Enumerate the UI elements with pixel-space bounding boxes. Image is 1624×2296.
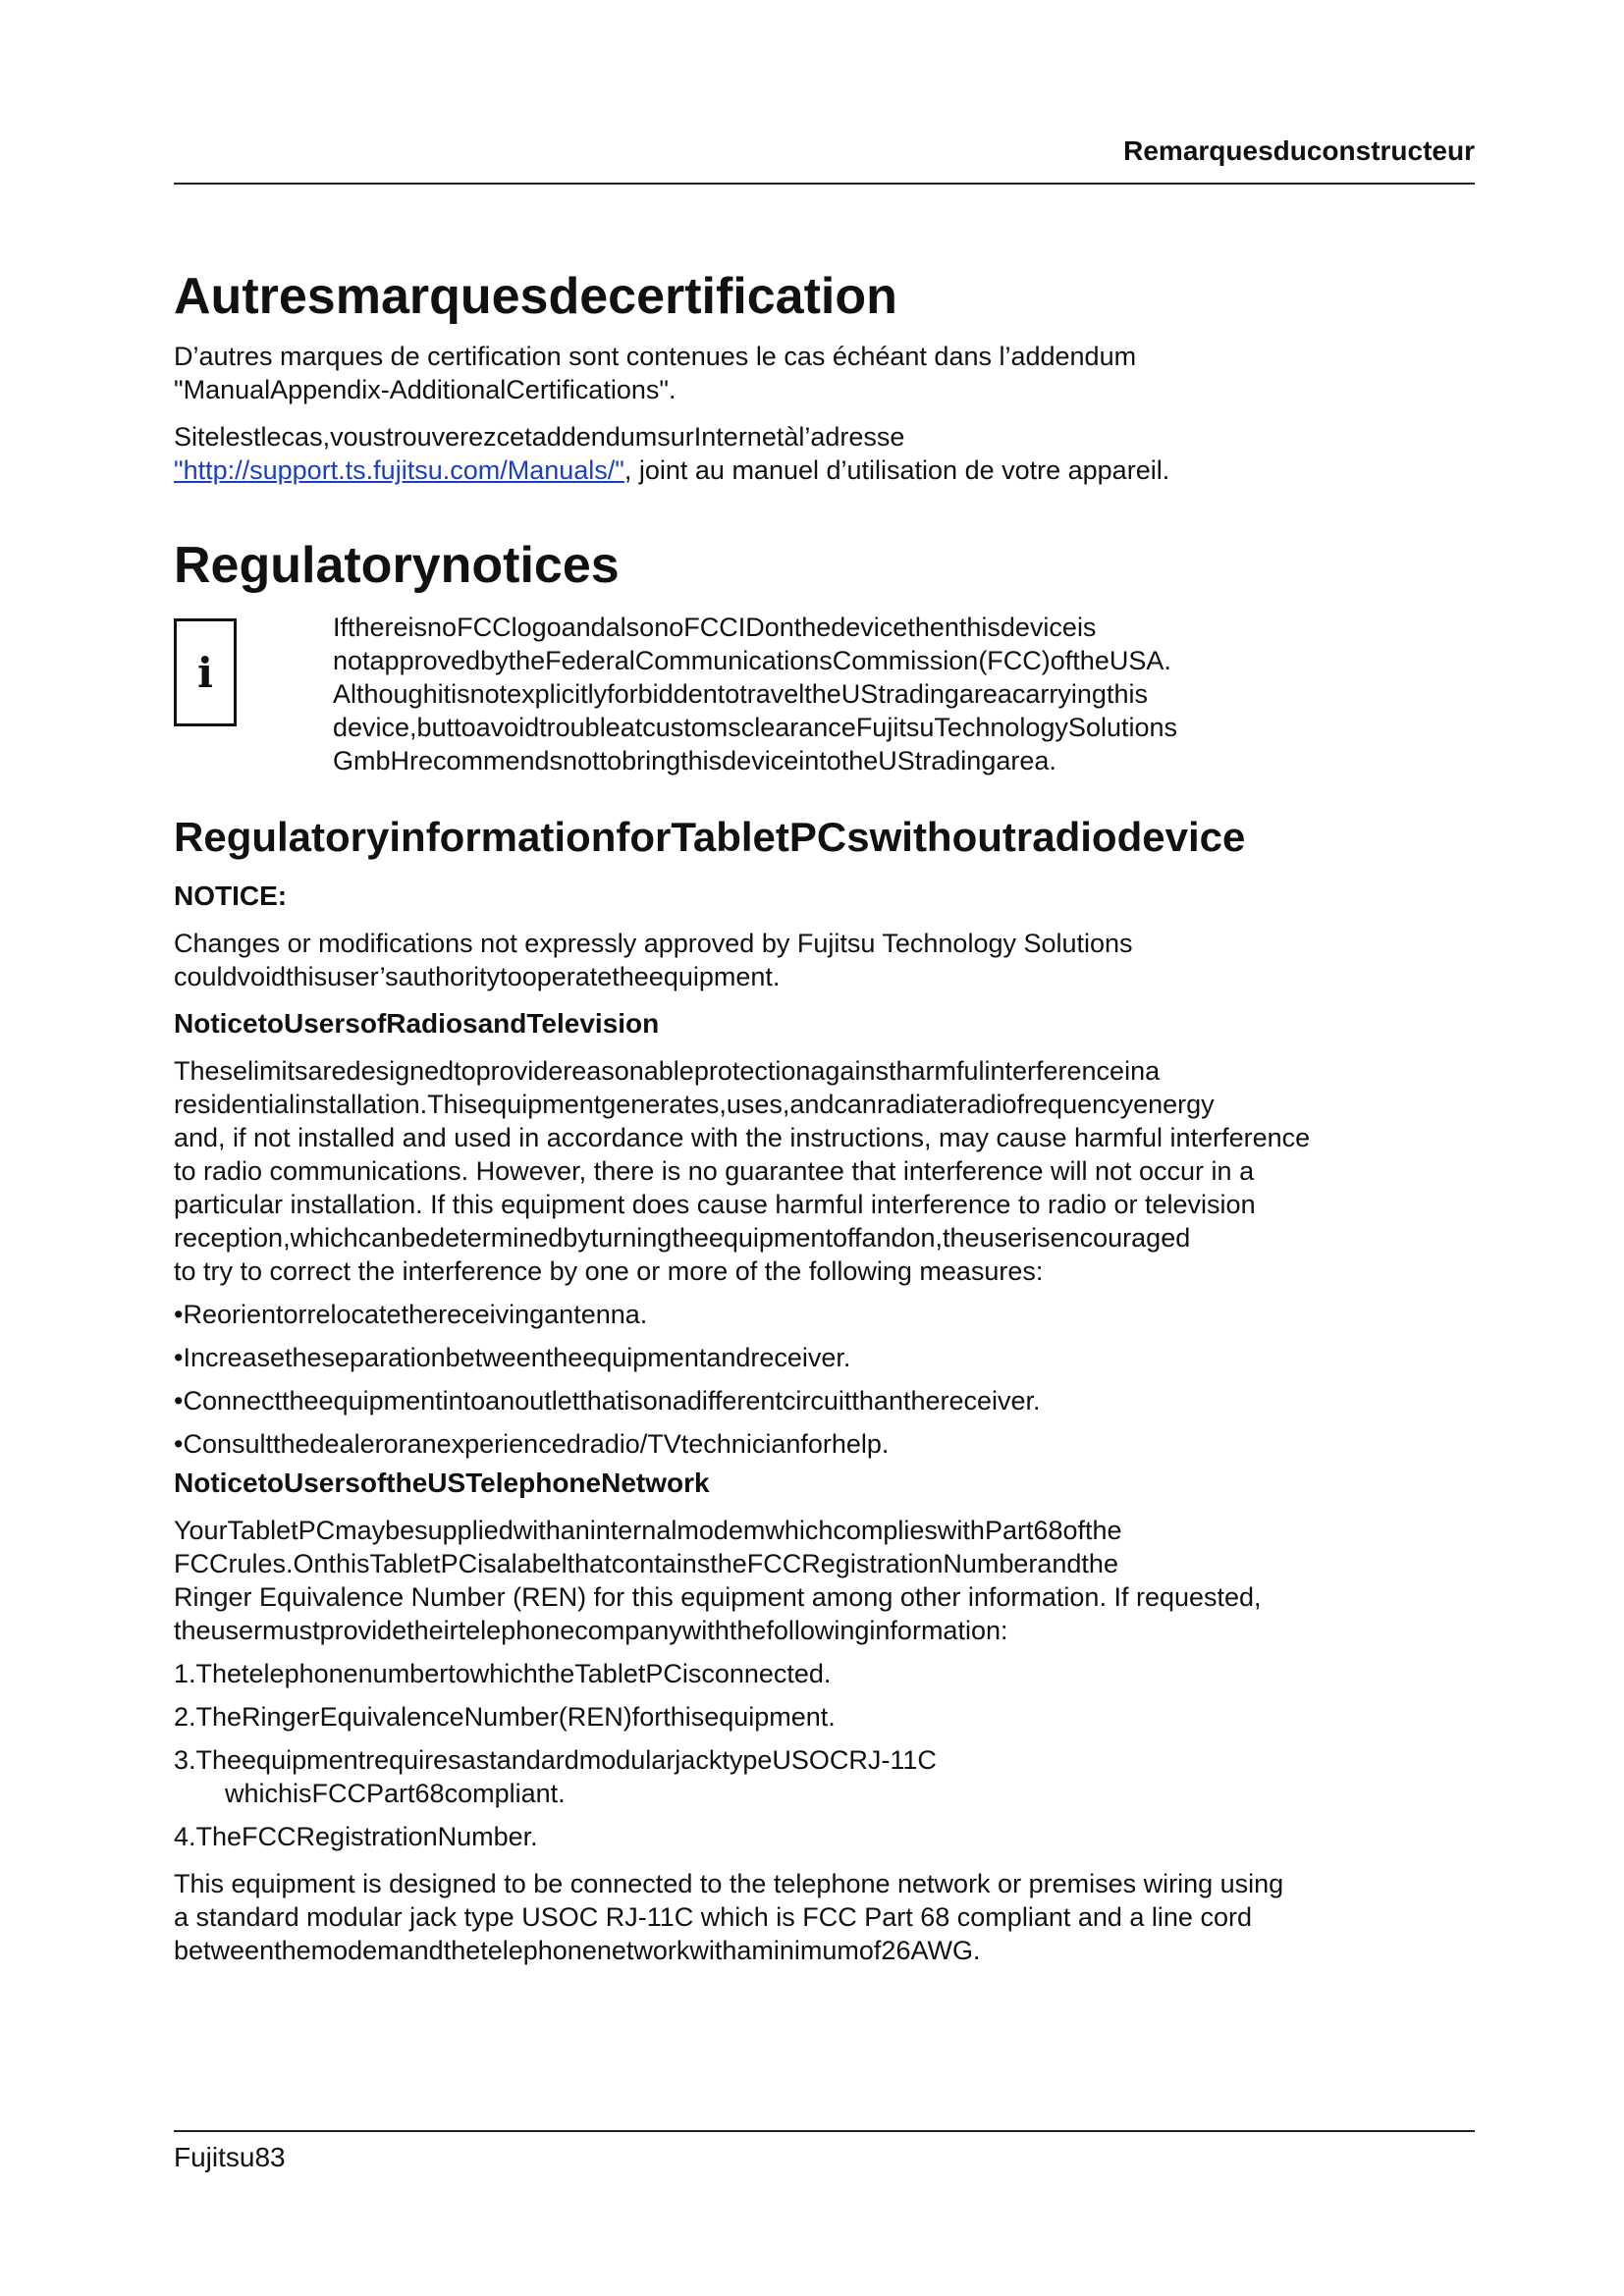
page-content: [174, 267, 1475, 1967]
section-title-certification: Autresmarquesdecertification: [174, 268, 897, 325]
measures-list: [174, 1298, 1475, 1461]
list-item: •Connecttheequipmentintoanoutletthatisonadifferentcircuitthanthereceiver.: [174, 1386, 1041, 1415]
certification-paragraph-1: D’autres marques de certification sont contenues le cas échéant dans l’addendum "ManualAppendix-AdditionalCertifications".: [174, 342, 1137, 404]
certification-paragraph-2: Sitelestlecas,voustrouverezcetaddendumsurInternetàl’adresse "http://support.ts.fujitsu.com/Manuals/", joint au manuel d’utilisation de votre appareil.: [174, 422, 1170, 485]
info-icon: i: [174, 618, 237, 726]
radio-tv-paragraph: Theselimitsaredesignedtoprovidereasonableprotectionagainstharmfulinterferenceina residentialinstallation.Thisequipmentgenerates,uses,andcanradiateradiofrequencyenergy and, if not installed and used in accordance with the instructions, may cause harmful interference to radio communications. However, there is no guarantee that interference will not occur in a particular installation. If this equipment does cause harmful interference to radio or television reception,whichcanbedeterminedbyturningtheequipmentoffandon,theuserisencouraged to try to correct the interference by one or more of the following measures:: [174, 1056, 1311, 1286]
closing-paragraph: This equipment is designed to be connected to the telephone network or premises wiring using a standard modular jack type USOC RJ-11C which is FCC Part 68 compliant and a line cord betweenthemodemandthetelephonenetworkwithaminimumof26AWG.: [174, 1869, 1284, 1965]
telephone-network-paragraph: YourTabletPCmaybesuppliedwithaninternalmodemwhichcomplieswithPart68ofthe FCCrules.OnthisTabletPCisalabelthatcontainstheFCCRegistrationNumberandthe Ringer Equivalence Number (REN) for this equipment among other information. If requested, theusermustprovidetheirtelephonecompanywiththefollowinginformation:: [174, 1516, 1262, 1645]
running-header: Remarquesduconstructeur: [1123, 135, 1475, 166]
list-item: 2.TheRingerEquivalenceNumber(REN)forthisequipment.: [174, 1702, 836, 1732]
list-item: •Consultthedealeroranexperiencedradio/TVtechnicianforhelp.: [174, 1429, 890, 1459]
support-manuals-link[interactable]: "http://support.ts.fujitsu.com/Manuals/": [174, 455, 624, 485]
telephone-info-list: [174, 1657, 1475, 1853]
header-divider: [174, 183, 1475, 185]
list-item: •Increasetheseparationbetweentheequipmentandreceiver.: [174, 1343, 851, 1372]
notice-label: NOTICE:: [174, 881, 288, 911]
list-item: 1.ThetelephonenumbertowhichtheTabletPCisconnected.: [174, 1659, 832, 1688]
radio-tv-heading: NoticetoUsersofRadiosandTelevision: [174, 1008, 660, 1039]
list-item: 3.TheequipmentrequiresastandardmodularjacktypeUSOCRJ-11C whichisFCCPart68compliant.: [174, 1745, 937, 1808]
section-title-tablet: RegulatoryinformationforTabletPCswithoutradiodevice: [174, 814, 1246, 860]
footer-divider: [174, 2130, 1475, 2132]
page-footer: Fujitsu83: [174, 2142, 286, 2172]
list-item: •Reorientorrelocatethereceivingantenna.: [174, 1300, 648, 1329]
telephone-network-heading: NoticetoUsersoftheUSTelephoneNetwork: [174, 1468, 710, 1498]
fcc-info-notice: [174, 611, 1475, 777]
document-page: [174, 0, 1475, 2296]
fcc-info-text: IfthereisnoFCClogoandalsonoFCCIDonthedevicethenthisdeviceis notapprovedbytheFederalCommunicationsCommission(FCC)oftheUSA. AlthoughitisnotexplicitlyforbiddentotraveltheUStradingareacarryingthis device,buttoavoidtroubleatcustomsclearanceFujitsuTechnologySolutions GmbHrecommendsnottobringthisdeviceintotheUStradingarea.: [333, 613, 1178, 775]
list-item: 4.TheFCCRegistrationNumber.: [174, 1822, 538, 1851]
section-title-regulatory: Regulatorynotices: [174, 537, 620, 594]
notice-paragraph: Changes or modifications not expressly approved by Fujitsu Technology Solutions couldvoidthisuser’sauthoritytooperatetheequipment.: [174, 929, 1133, 991]
